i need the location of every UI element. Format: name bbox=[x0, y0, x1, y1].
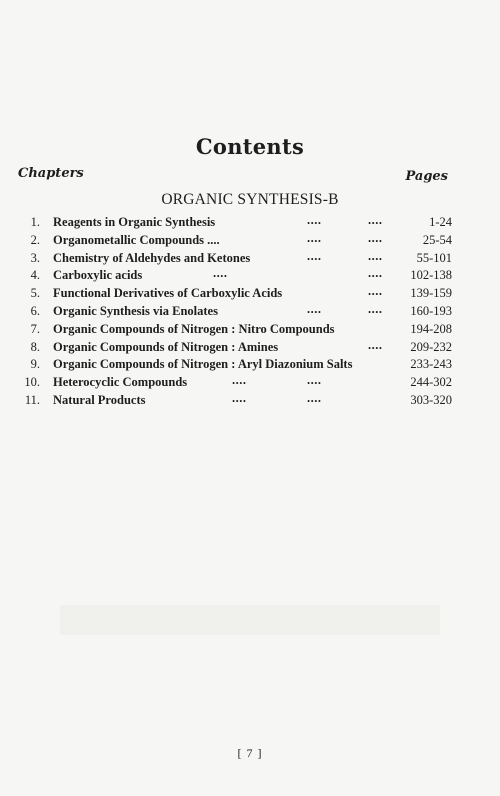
chapter-number: 6. bbox=[30, 303, 40, 318]
chapter-title: Organic Synthesis via Enolates bbox=[53, 303, 218, 318]
leader-dots: .... bbox=[368, 301, 383, 316]
page-range: 139-159 bbox=[410, 286, 452, 301]
section-title: ORGANIC SYNTHESIS-B bbox=[161, 191, 339, 208]
page-title: Contents bbox=[195, 134, 305, 159]
chapter-number: 8. bbox=[30, 339, 40, 354]
chapter-title: Heterocyclic Compounds bbox=[53, 375, 188, 390]
page-range: 233-243 bbox=[410, 357, 452, 372]
chapter-number: 7. bbox=[30, 321, 40, 336]
leader-dots: .... bbox=[307, 390, 322, 405]
leader-dots: .... bbox=[307, 248, 322, 263]
leader-dots: .... bbox=[307, 301, 322, 316]
leader-dots: .... bbox=[307, 230, 322, 245]
leader-dots: .... bbox=[368, 266, 383, 281]
leader-dots: .... bbox=[368, 213, 383, 227]
chapter-number: 2. bbox=[30, 232, 40, 247]
toc-entry[interactable] bbox=[18, 267, 452, 285]
toc-entry[interactable] bbox=[18, 303, 452, 321]
chapter-number: 9. bbox=[30, 357, 40, 372]
leader-dots: .... bbox=[213, 266, 228, 281]
chapter-title: Carboxylic acids bbox=[53, 268, 143, 283]
page-range: 194-208 bbox=[410, 321, 452, 336]
show-through-block bbox=[60, 605, 440, 635]
table-of-contents bbox=[18, 214, 452, 410]
page-range: 209-232 bbox=[410, 339, 452, 354]
leader-dots: .... bbox=[307, 373, 322, 388]
toc-entry[interactable] bbox=[18, 214, 452, 232]
pages-column-header: Pages bbox=[405, 169, 448, 184]
leader-dots: .... bbox=[368, 284, 383, 299]
page-range: 102-138 bbox=[410, 268, 452, 283]
chapter-number: 4. bbox=[30, 268, 40, 283]
toc-entry[interactable] bbox=[18, 392, 452, 410]
chapter-title: Reagents in Organic Synthesis bbox=[53, 215, 216, 229]
chapter-title: Organometallic Compounds .... bbox=[53, 232, 220, 247]
leader-dots: .... bbox=[368, 337, 383, 352]
chapter-number: 10. bbox=[24, 375, 40, 390]
toc-entry[interactable] bbox=[18, 339, 452, 357]
page-range: 55-101 bbox=[416, 250, 452, 265]
chapter-title: Organic Compounds of Nitrogen : Nitro Compounds bbox=[53, 321, 335, 336]
page-range: 1-24 bbox=[429, 215, 452, 229]
page-range: 25-54 bbox=[422, 232, 452, 247]
chapter-title: Chemistry of Aldehydes and Ketones bbox=[53, 250, 251, 265]
page-number: [ 7 ] bbox=[237, 746, 263, 760]
page-range: 244-302 bbox=[410, 375, 452, 390]
leader-dots: .... bbox=[368, 248, 383, 263]
chapter-title: Natural Products bbox=[53, 392, 146, 407]
toc-entry[interactable] bbox=[18, 232, 452, 250]
leader-dots: .... bbox=[232, 390, 247, 405]
chapter-number: 5. bbox=[30, 286, 40, 301]
leader-dots: .... bbox=[307, 213, 322, 227]
toc-entry[interactable] bbox=[18, 321, 452, 339]
leader-dots: .... bbox=[232, 373, 247, 388]
toc-entry[interactable] bbox=[18, 250, 452, 268]
chapter-number: 1. bbox=[30, 215, 40, 229]
chapter-number: 3. bbox=[30, 250, 40, 265]
chapter-title: Organic Compounds of Nitrogen : Amines bbox=[53, 339, 279, 354]
page-range: 160-193 bbox=[410, 303, 452, 318]
page-range: 303-320 bbox=[410, 392, 452, 407]
chapter-number: 11. bbox=[24, 392, 40, 407]
chapter-title: Organic Compounds of Nitrogen : Aryl Diazonium Salts bbox=[53, 357, 353, 372]
chapter-title: Functional Derivatives of Carboxylic Acids bbox=[53, 286, 283, 301]
chapters-column-header: Chapters bbox=[18, 166, 84, 181]
toc-entry[interactable] bbox=[18, 285, 452, 303]
leader-dots: .... bbox=[368, 230, 383, 245]
